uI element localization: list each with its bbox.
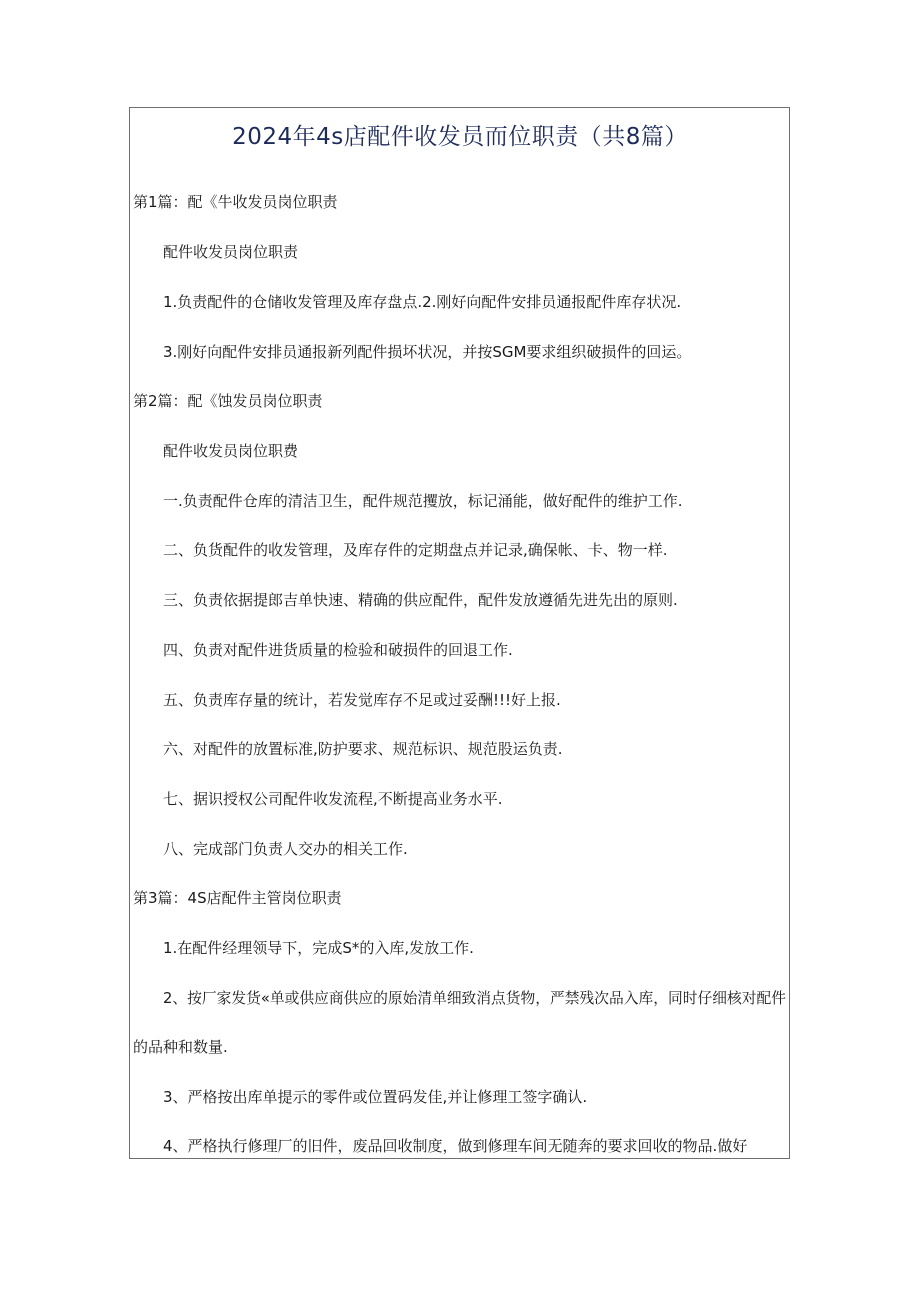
paragraph: 七、据识授权公司配件收发流程,不断提高业务水平. [163,790,503,808]
paragraph: 八、完成部门负责人交办的相关工作. [163,840,408,858]
paragraph: 4、严格执行修理厂的旧件，废品回收制度，做到修理车间无随奔的要求回收的物品.做好 [163,1137,748,1155]
paragraph: 2、按厂家发货«单或供应商供应的原始清单细致消点货物，严禁残次品入库，同时仔细核对配件 [163,989,786,1007]
paragraph: 三、负责依据提郎吉单快速、精确的供应配件，配件发放遵循先进先出的原则. [163,591,678,609]
paragraph: 3、严格按出库单提示的零件或位置码发佳,并让修理工签字确认. [163,1088,588,1106]
section-heading-1: 第1篇：配《牛收发员岗位职责 [133,193,338,211]
paragraph: 五、负责库存量的统计，若发觉库存不足或过妥酬!!!好上报. [163,691,561,709]
paragraph: 配件收发员岗位职责 [163,243,299,261]
paragraph: 二、负货配件的收发管理，及库存件的定期盘点并记录,确保帐、卡、物一样. [163,541,668,559]
document-title: 2024年4s店配件收发员而位职责（共8篇） [232,124,688,150]
paragraph: 3.刚好向配件安排员通报新列配件损坏状况，并按SGM要求组织破损件的回运。 [163,343,692,361]
section-heading-2: 第2篇：配《蚀发员岗位职责 [133,392,323,410]
paragraph-continuation: 的品种和数量. [133,1038,228,1056]
paragraph: 四、负责对配件进货质量的检验和破损件的回退工作. [163,641,513,659]
paragraph: 六、对配件的放置标准,防护要求、规范标识、规范股运负责. [163,740,563,758]
paragraph: 一.负责配件仓库的清洁卫生，配件规范攫放，标记涌能，做好配件的维护工作. [163,492,683,510]
paragraph: 配件收发员岗位职费 [163,442,299,460]
section-heading-3: 第3篇：4S店配件主管岗位职责 [133,889,342,907]
paragraph: 1.在配件经理领导下，完成S*的入库,发放工作. [163,939,474,957]
paragraph: 1.负责配件的仓储收发管理及库存盘点.2.刚好向配件安排员通报配件库存状况. [163,293,682,311]
